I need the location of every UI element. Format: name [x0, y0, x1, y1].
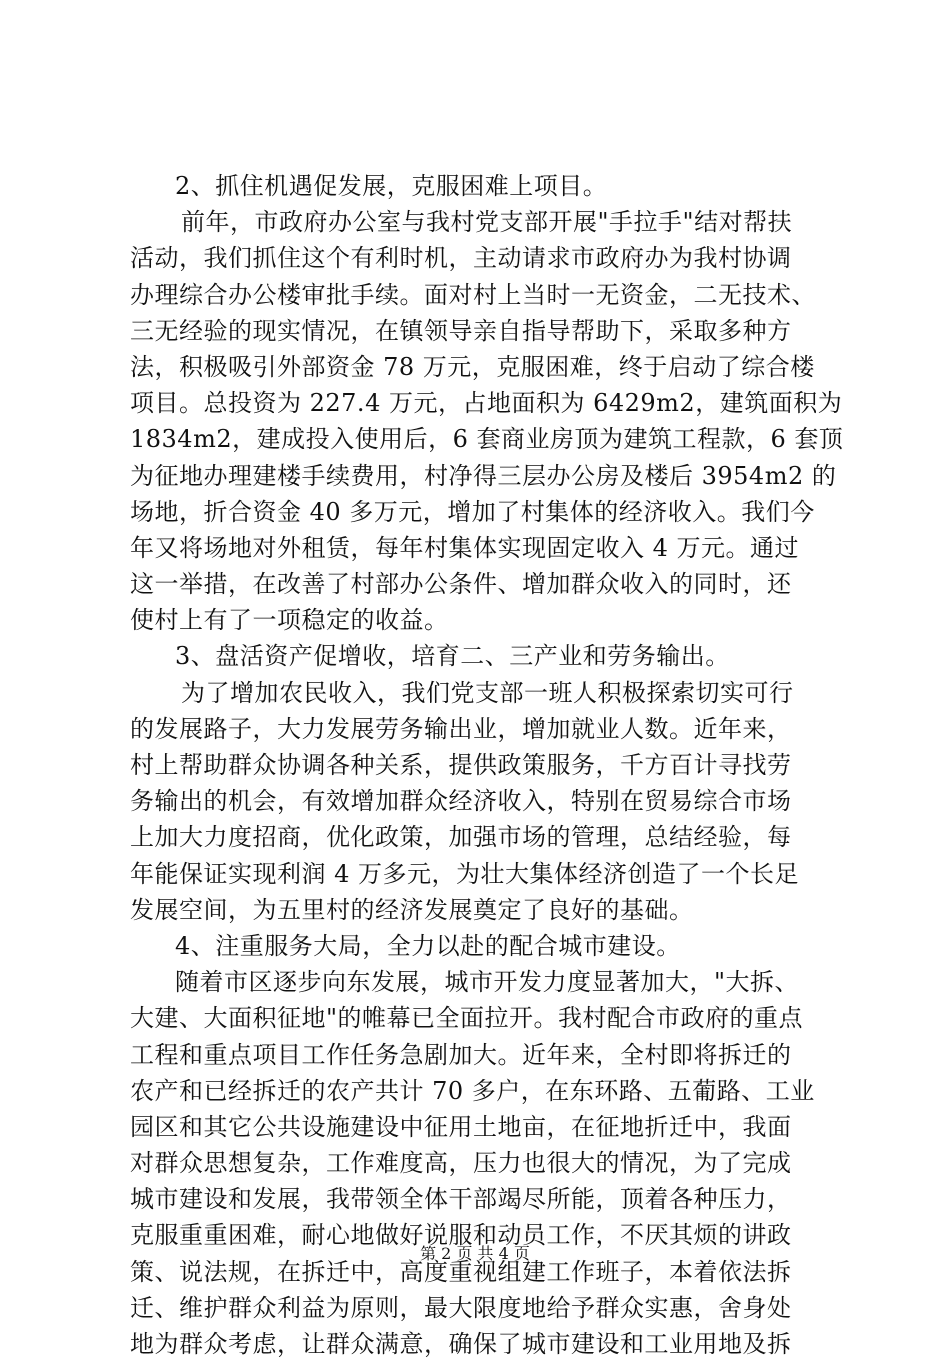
paragraph-line: 策、说法规，在拆迁中，高度重视组建工作班子，本着依法拆	[130, 1257, 792, 1286]
paragraph-line: 迁、维护群众利益为原则，最大限度地给予群众实惠，舍身处	[130, 1293, 792, 1322]
paragraph-line: 法，积极吸引外部资金 78 万元，克服困难，终于启动了综合楼	[130, 352, 815, 381]
paragraph-line: 的发展路子，大力发展劳务输出业，增加就业人数。近年来，	[130, 714, 792, 743]
paragraph-line: 年又将场地对外租赁，每年村集体实现固定收入 4 万元。通过	[130, 533, 800, 562]
paragraph-line: 农产和已经拆迁的农产共计 70 多户，在东环路、五葡路、工业	[130, 1076, 815, 1105]
paragraph-line: 办理综合办公楼审批手续。面对村上当时一无资金，二无技术、	[130, 280, 816, 309]
document-body	[130, 168, 844, 1362]
paragraph-line: 使村上有了一项稳定的收益。	[130, 606, 449, 635]
paragraph-line: 发展空间，为五里村的经济发展奠定了良好的基础。	[130, 895, 694, 924]
paragraph-line: 大建、大面积征地"的帷幕已全面拉开。我村配合市政府的重点	[130, 1004, 804, 1033]
paragraph-line: 场地，折合资金 40 多万元，增加了村集体的经济收入。我们今	[130, 497, 815, 526]
paragraph-line: 城市建设和发展，我带领全体干部竭尽所能，顶着各种压力，	[130, 1185, 792, 1214]
paragraph-line: 为征地办理建楼手续费用，村净得三层办公房及楼后 3954m2 的	[130, 461, 837, 490]
paragraph-line: 克服重重困难，耐心地做好说服和动员工作，不厌其烦的讲政	[130, 1221, 792, 1250]
section-heading-4: 4、注重服务大局，全力以赴的配合城市建设。	[175, 931, 681, 960]
paragraph-line: 园区和其它公共设施建设中征用土地亩，在征地折迁中，我面	[130, 1112, 792, 1141]
paragraph-line: 1834m2，建成投入使用后，6 套商业房顶为建筑工程款，6 套顶	[130, 425, 844, 454]
paragraph-line: 前年，市政府办公室与我村党支部开展"手拉手"结对帮扶	[181, 208, 793, 237]
paragraph-line: 村上帮助群众协调各种关系，提供政策服务，千方百计寻找劳	[130, 751, 792, 779]
paragraph-line: 为了增加农民收入，我们党支部一班人积极探索切实可行	[181, 678, 794, 707]
paragraph-line: 这一举措，在改善了村部办公条件、增加群众收入的同时，还	[130, 570, 792, 599]
paragraph-line: 项目。总投资为 227.4 万元，占地面积为 6429m2，建筑面积为	[130, 389, 843, 418]
page-number-footer: 第 2 页 共 4 页	[420, 1244, 530, 1263]
paragraph-line: 地为群众考虑，让群众满意，确保了城市建设和工业用地及拆	[130, 1330, 792, 1358]
paragraph-line: 活动，我们抓住这个有利时机，主动请求市政府办为我村协调	[130, 244, 792, 273]
section-heading-3: 3、盘活资产促增收，培育二、三产业和劳务输出。	[175, 642, 730, 671]
paragraph-line: 三无经验的现实情况，在镇领导亲自指导帮助下，采取多种方	[130, 316, 792, 345]
paragraph-line: 务输出的机会，有效增加群众经济收入，特别在贸易综合市场	[130, 787, 792, 816]
paragraph-line: 上加大力度招商，优化政策，加强市场的管理，总结经验，每	[130, 823, 792, 852]
paragraph-line: 工程和重点项目工作任务急剧加大。近年来，全村即将拆迁的	[130, 1040, 792, 1069]
section-heading-2: 2、抓住机遇促发展，克服困难上项目。	[175, 172, 608, 200]
paragraph-line: 对群众思想复杂，工作难度高，压力也很大的情况，为了完成	[130, 1149, 792, 1178]
paragraph-line: 年能保证实现利润 4 万多元，为壮大集体经济创造了一个长足	[130, 859, 800, 888]
paragraph-line: 随着市区逐步向东发展，城市开发力度显著加大，"大拆、	[175, 968, 800, 997]
